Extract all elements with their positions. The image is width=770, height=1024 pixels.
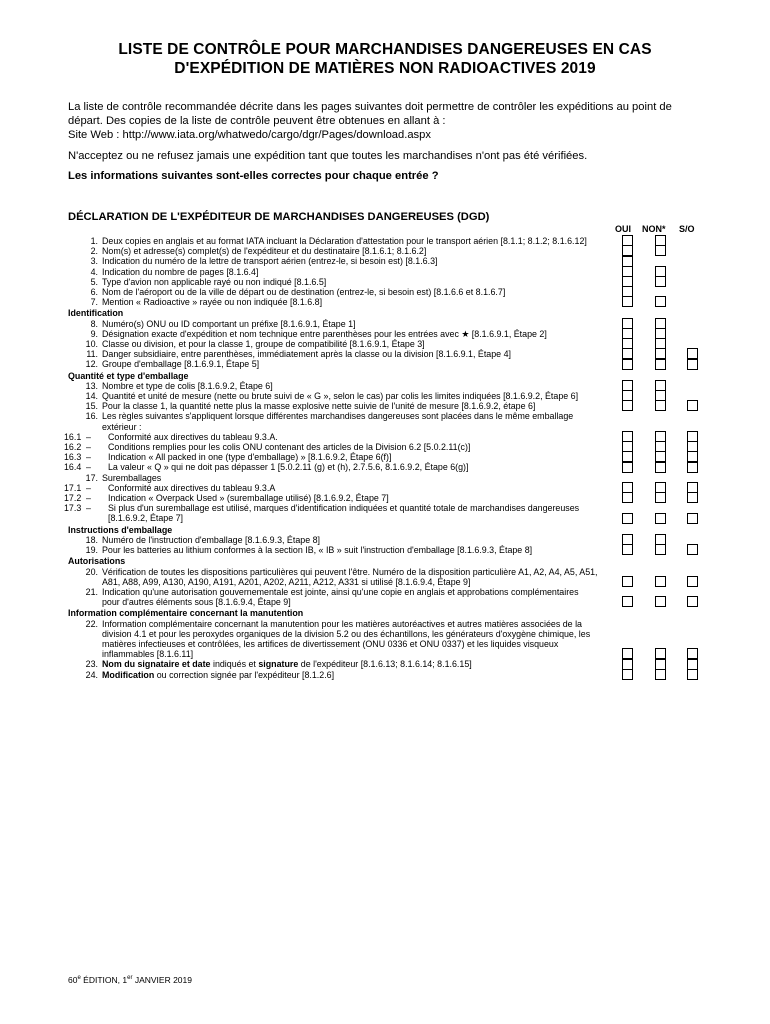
- item-number: 1.: [90, 236, 98, 246]
- item-text: Pour les batteries au lithium conformes à la section IB, « IB » suit l'instruction d'emballage [8.1.6.9.3, Étape 8]: [102, 545, 533, 556]
- answer-checkboxes: [612, 461, 708, 473]
- item-number: 20.: [85, 566, 98, 577]
- intro-site-link[interactable]: Site Web : http://www.iata.org/whatwedo/cargo/dgr/Pages/download.aspx: [68, 128, 431, 141]
- answer-checkboxes: [612, 543, 708, 555]
- checkbox-so[interactable]: [687, 492, 698, 503]
- item-text: Nom(s) et adresse(s) complet(s) de l'expéditeur et du destinataire [8.1.6.1; 8.1.6.2]: [102, 246, 427, 257]
- item-number: 16.4: [64, 462, 82, 473]
- checklist-item: [68, 297, 708, 307]
- item-number: 2.: [90, 246, 98, 257]
- item-text: Indication « Overpack Used » (suremballage utilisé) [8.1.6.9.2, Étape 7]: [108, 493, 389, 504]
- checklist-item: [64, 503, 708, 524]
- checkbox-oui[interactable]: [622, 400, 633, 411]
- checkbox-oui[interactable]: [622, 462, 633, 473]
- checkbox-non[interactable]: [655, 576, 666, 587]
- answer-checkboxes: [612, 491, 708, 503]
- title-line-2: D'EXPÉDITION DE MATIÈRES NON RADIOACTIVES 2019: [174, 60, 596, 77]
- item-number: 5.: [90, 276, 98, 287]
- answer-checkboxes: [612, 358, 708, 370]
- checklist-item: [64, 462, 708, 473]
- item-number: 16.2: [64, 442, 82, 453]
- item-number: 10.: [85, 339, 98, 350]
- checkbox-so[interactable]: [687, 669, 698, 680]
- checklist-item: [68, 619, 708, 660]
- item-text: Nombre et type de colis [8.1.6.9.2, Étape 6]: [102, 380, 273, 391]
- item-text: [92, 659, 598, 669]
- checkbox-non[interactable]: [655, 462, 666, 473]
- item-text: Nom de l'aéroport ou de la ville de départ ou de destination (entrez-le, si besoin est) [8.1.6.6 et 8.1.6.7]: [102, 287, 506, 298]
- item-text: Les règles suivantes s'appliquent lorsque différentes marchandises dangereuses sont placées dans le même emballage extérieur :: [102, 411, 574, 432]
- section-subheading: Identification: [68, 308, 124, 319]
- item-number: 24.: [85, 669, 98, 680]
- checklist-item: [64, 493, 708, 504]
- column-header-non: NON*: [642, 224, 666, 234]
- answer-checkboxes: [612, 575, 708, 587]
- checkbox-so[interactable]: [687, 596, 698, 607]
- item-number: 13.: [85, 380, 98, 391]
- answer-checkboxes: [612, 295, 708, 307]
- checkbox-oui[interactable]: [622, 669, 633, 680]
- page-title: [0, 40, 770, 78]
- checkbox-so[interactable]: [687, 576, 698, 587]
- checkbox-non[interactable]: [655, 359, 666, 370]
- checkbox-so[interactable]: [687, 359, 698, 370]
- checklist-item: [68, 411, 708, 431]
- checkbox-non[interactable]: [655, 400, 666, 411]
- checkbox-non[interactable]: [655, 492, 666, 503]
- item-dash: –: [86, 442, 91, 453]
- footer-edition-sup: e: [77, 975, 81, 982]
- checkbox-non[interactable]: [655, 669, 666, 680]
- checklist-item: [68, 567, 708, 587]
- answer-checkboxes: [612, 399, 708, 411]
- checkbox-oui[interactable]: [622, 513, 633, 524]
- item-number: 7.: [90, 297, 98, 308]
- item-text: Pour la classe 1, la quantité nette plus la masse explosive nette suivie de l'unité de mesure [8.1.6.9.2, étape 6]: [102, 401, 536, 412]
- item-text: Suremballages: [102, 472, 162, 483]
- column-header-oui: OUI: [615, 224, 632, 234]
- section-subheading: Quantité et type d'emballage: [68, 370, 189, 381]
- checkbox-non[interactable]: [655, 596, 666, 607]
- footer-day-sup: er: [127, 975, 133, 982]
- item-dash: –: [86, 462, 91, 473]
- item-dash: –: [86, 482, 91, 493]
- section-subheading: Autorisations: [68, 556, 126, 567]
- item-text-part: signature: [258, 659, 299, 670]
- checkbox-oui[interactable]: [622, 544, 633, 555]
- intro-warning: N'acceptez ou ne refusez jamais une expédition tant que toutes les marchandises n'ont pas été vérifiées.: [68, 150, 588, 162]
- item-text: [92, 670, 598, 680]
- item-number: 16.: [85, 411, 98, 422]
- item-text: Quantité et unité de mesure (nette ou brute suivi de « G », selon le cas) par colis les limites indiquées [8.1.6.9.2, Étape 6]: [102, 391, 579, 402]
- item-text-part: Modification: [102, 669, 155, 680]
- item-number: 19.: [85, 545, 98, 556]
- checklist-item: [68, 545, 708, 555]
- item-number: 17.3: [64, 503, 82, 514]
- item-text: Si plus d'un suremballage est utilisé, marques d'identification indiquées et quantité totale de marchandises dangereuses [8.1.6.9.2, Étape 7]: [108, 503, 580, 524]
- item-text: Groupe d'emballage [8.1.6.9.1, Étape 5]: [102, 359, 260, 370]
- item-text-part: ou correction signée par l'expéditeur [8.1.2.6]: [154, 669, 335, 680]
- checkbox-so[interactable]: [687, 462, 698, 473]
- intro-question: Les informations suivantes sont-elles correctes pour chaque entrée ?: [68, 170, 439, 182]
- item-text: Indication qu'une autorisation gouvernementale est jointe, ainsi qu'une copie en anglais et approbations complémentaires pour d'autres éléments sous [8.1.6.9.4, Étape 9]: [102, 586, 579, 608]
- title-line-1: LISTE DE CONTRÔLE POUR MARCHANDISES DANGEREUSES EN CAS: [118, 41, 652, 58]
- item-number: 17.: [85, 472, 98, 483]
- section-subheading: Information complémentaire concernant la manutention: [68, 608, 304, 619]
- footer-edition-label: ÉDITION, 1: [80, 975, 128, 985]
- item-number: 12.: [85, 359, 98, 370]
- checkbox-non[interactable]: [655, 296, 666, 307]
- section-subheading: Instructions d'emballage: [68, 524, 173, 535]
- item-text-part: de l'expéditeur [8.1.6.13; 8.1.6.14; 8.1.6.15]: [298, 659, 472, 670]
- item-text: Classe ou division, et pour la classe 1, groupe de compatibilité [8.1.6.9.1, Étape 3]: [102, 339, 425, 350]
- item-text: Danger subsidiaire, entre parenthèses, immédiatement après la classe ou la division [8.1.6.9.1, Étape 4]: [102, 349, 511, 360]
- item-number: 14.: [85, 391, 98, 402]
- answer-checkboxes: [612, 595, 708, 607]
- item-text: Conformité aux directives du tableau 9.3.A.: [108, 431, 278, 442]
- checkbox-so[interactable]: [687, 544, 698, 555]
- item-text: Conformité aux directives du tableau 9.3.A: [108, 482, 276, 493]
- checklist-item: [68, 587, 708, 607]
- checkbox-so[interactable]: [687, 400, 698, 411]
- item-number: 16.1: [64, 431, 82, 442]
- item-dash: –: [86, 503, 91, 514]
- footer-date: JANVIER 2019: [132, 975, 192, 985]
- item-number: 11.: [86, 349, 98, 360]
- item-number: 21.: [85, 586, 98, 597]
- item-text: Indication du numéro de la lettre de transport aérien (entrez-le, si besoin est) [8.1.6.3]: [102, 256, 438, 267]
- item-text: Indication du nombre de pages [8.1.6.4]: [102, 266, 259, 277]
- item-number: 23.: [85, 659, 98, 670]
- checkbox-oui[interactable]: [622, 359, 633, 370]
- item-dash: –: [86, 493, 91, 504]
- checkbox-non[interactable]: [655, 544, 666, 555]
- item-number: 4.: [90, 266, 98, 277]
- checkbox-so[interactable]: [687, 513, 698, 524]
- checkbox-oui[interactable]: [622, 576, 633, 587]
- item-text: Numéro(s) ONU ou ID comportant un préfixe [8.1.6.9.1, Étape 1]: [102, 318, 356, 329]
- item-text: Numéro de l'instruction d'emballage [8.1.6.9.3, Étape 8]: [102, 534, 320, 545]
- checkbox-non[interactable]: [655, 513, 666, 524]
- item-number: 3.: [90, 256, 98, 267]
- checkbox-oui[interactable]: [622, 296, 633, 307]
- section-title: DÉCLARATION DE L'EXPÉDITEUR DE MARCHANDISES DANGEREUSES (DGD): [68, 211, 490, 223]
- item-text: Conditions remplies pour les colis ONU contenant des articles de la Division 6.2 [5.0.2.11(c)]: [108, 442, 471, 453]
- item-number: 8.: [90, 318, 98, 329]
- item-number: 15.: [85, 401, 98, 412]
- item-text: Désignation exacte d'expédition et nom technique entre parenthèses pour les entrées avec ★ [8.1.6.9.1, Étape 2]: [102, 328, 547, 339]
- item-number: 9.: [90, 328, 98, 339]
- item-text: Indication « All packed in one (type d'emballage) » [8.1.6.9.2, Étape 6(f)]: [108, 452, 392, 463]
- column-header-so: S/O: [679, 224, 695, 234]
- item-number: 16.3: [64, 452, 82, 463]
- checklist-item: [68, 670, 708, 680]
- checklist-item: [68, 359, 708, 369]
- answer-checkboxes: [612, 668, 708, 680]
- checklist-item: [68, 401, 708, 411]
- item-text-part: Nom du signataire et date: [102, 659, 211, 670]
- item-text: Deux copies en anglais et au format IATA incluant la Déclaration d'attestation pour le transport aérien [8.1.1; 8.1.2; 8.1.6.12]: [102, 236, 587, 246]
- intro-paragraph: [68, 101, 708, 142]
- item-number: 17.1: [64, 482, 82, 493]
- answer-checkboxes: [612, 512, 708, 524]
- item-dash: –: [86, 431, 91, 442]
- item-number: 18.: [85, 534, 98, 545]
- item-text: Vérification de toutes les dispositions particulières qui peuvent l'être. Numéro de la disposition particulière A1, A2, A4, A5, A51, A81, A88, A99, A130, A190, A191, A201, A202, A211, A212, A331 si utilisé [8.1.6.9.4, Étape 9]: [102, 566, 598, 587]
- item-text: Mention « Radioactive » rayée ou non indiquée [8.1.6.8]: [102, 297, 323, 308]
- item-number: 6.: [90, 287, 98, 298]
- intro-text: La liste de contrôle recommandée décrite dans les pages suivantes doit permettre de contrôler les expéditions au point de départ. Des copies de la liste de contrôle peuvent être obtenues en allant à :: [68, 101, 672, 127]
- item-text: La valeur « Q » qui ne doit pas dépasser 1 [5.0.2.11 (g) et (h), 2.7.5.6, 8.1.6.9.2, Étape 6(g)]: [108, 462, 469, 473]
- checklist: [64, 236, 708, 680]
- checkbox-oui[interactable]: [622, 492, 633, 503]
- item-number: 22.: [85, 618, 98, 629]
- item-text: Type d'avion non applicable rayé ou non indiqué [8.1.6.5]: [102, 276, 327, 287]
- footer-edition: [68, 975, 192, 985]
- checkbox-oui[interactable]: [622, 596, 633, 607]
- item-text: Information complémentaire concernant la manutention pour les matières autoréactives et autres matières associées de la division 4.1 et pour les peroxydes organiques de la division 5.2 ou des échantillons, les générateurs d'oxygène chimique, les matières infectieuses et contrôlées, les artifices de divertissement (ONU 0336 et ONU 0337) et les liquides visqueux inflammables [8.1.6.11]: [102, 618, 591, 660]
- footer-edition-number: 60: [68, 975, 78, 985]
- item-number: 17.2: [64, 493, 82, 504]
- item-dash: –: [86, 452, 91, 463]
- item-text-part: indiqués et: [210, 659, 259, 670]
